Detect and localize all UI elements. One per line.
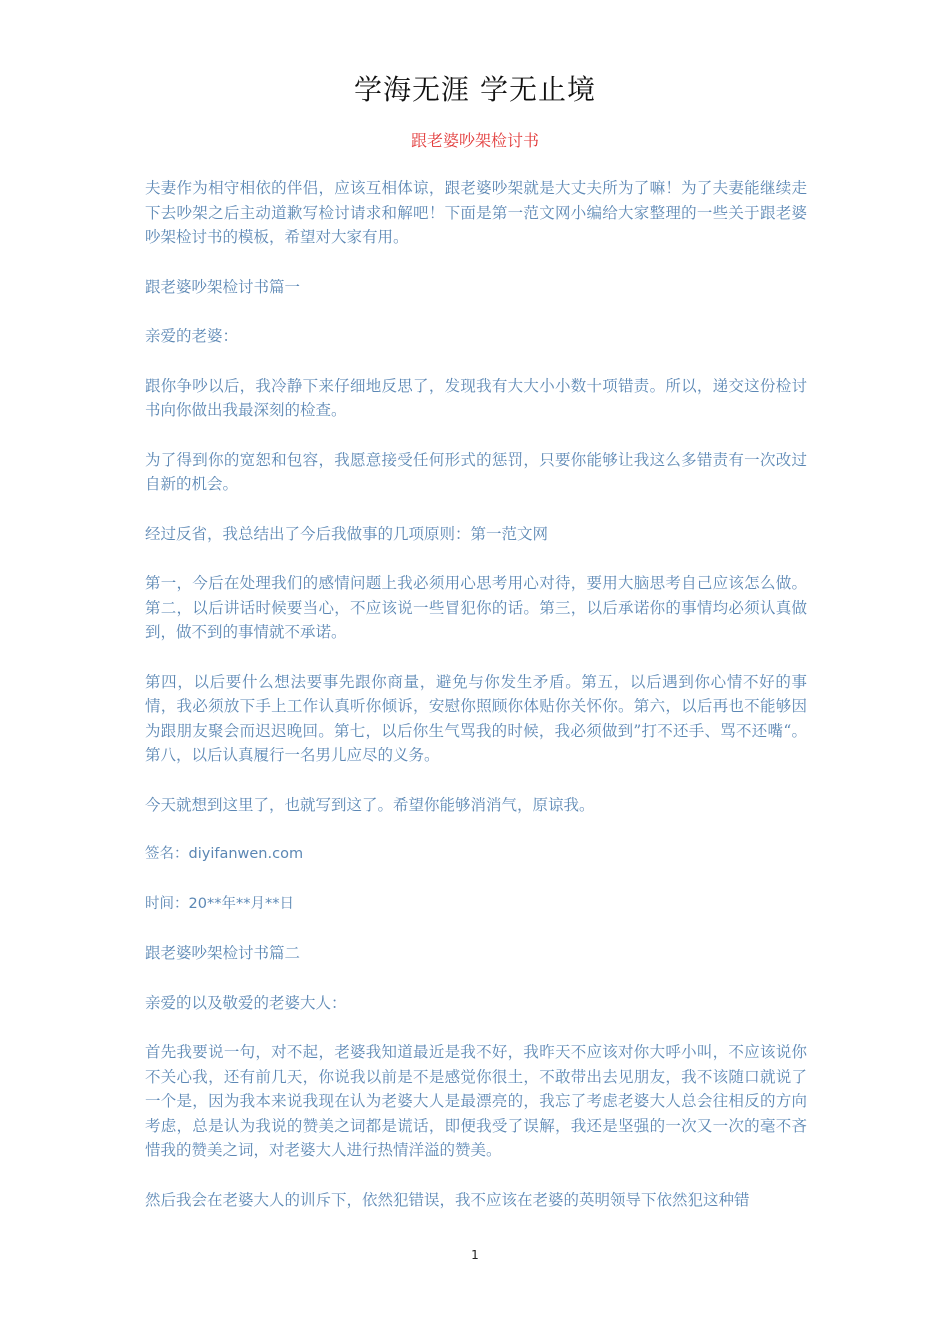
body-paragraph: 然后我会在老婆大人的训斥下，依然犯错误，我不应该在老婆的英明领导下依然犯这种错 — [145, 1190, 750, 1209]
page-number: 1 — [471, 1248, 479, 1262]
intro-paragraph: 夫妻作为相守相依的伴侣，应该互相体谅，跟老婆吵架就是大丈夫所为了嘛！为了夫妻能继续走下去吵架之后主动道歉写检讨请求和解吧！下面是第一范文网小编给大家整理的一些关于跟老婆吵架检讨书的模板，希望对大家有用。 — [145, 179, 807, 246]
salutation-1: 亲爱的老婆： — [145, 327, 239, 345]
section-heading-2: 跟老婆吵架检讨书篇二 — [145, 944, 301, 962]
section-heading-1: 跟老婆吵架检讨书篇一 — [145, 277, 301, 296]
document-body — [145, 176, 807, 1237]
body-paragraph: 为了得到你的宽恕和包容，我愿意接受任何形式的惩罚，只要你能够让我这么多错责有一次改过自新的机会。 — [145, 450, 807, 493]
header-title: 学海无涯 学无止境 — [354, 73, 596, 106]
date-line: 时间：20**年**月**日 — [145, 895, 294, 912]
salutation-2: 亲爱的以及敬爱的老婆大人： — [145, 993, 347, 1012]
body-paragraph: 今天就想到这里了，也就写到这了。希望你能够消消气，原谅我。 — [145, 795, 595, 814]
document-title: 跟老婆吵架检讨书 — [410, 131, 539, 150]
body-paragraph: 第四，以后要什么想法要事先跟你商量，避免与你发生矛盾。第五，以后遇到你心情不好的事情，我必须放下手上工作认真听你倾诉，安慰你照顾你体贴你关怀你。第六，以后再也不能够因为跟朋友聚会而迟迟晚回。第七，以后你生气骂我的时候，我必须做到”打不还手、骂不还嘴“。第八，以后认真履行一名男儿应尽的义务。 — [145, 672, 807, 764]
body-paragraph: 首先我要说一句，对不起，老婆我知道最近是我不好，我昨天不应该对你大呼小叫，不应该说你不关心我，还有前几天，你说我以前是不是感觉你很土，不敢带出去见朋友，我不该随口就说了一个是，因为我本来说我现在认为老婆大人是最漂亮的，我忘了考虑老婆大人总会往相反的方向考虑，总是认为我说的赞美之词都是谎话，即便我受了误解，我还是坚强的一次又一次的毫不吝惜我的赞美之词，对老婆大人进行热情洋溢的赞美。 — [145, 1043, 807, 1159]
body-paragraph: 经过反省，我总结出了今后我做事的几项原则：第一范文网 — [145, 524, 549, 543]
signature-line: 签名：diyifanwen.com — [145, 846, 304, 862]
body-paragraph: 跟你争吵以后，我冷静下来仔细地反思了，发现我有大大小小数十项错责。所以，递交这份检讨书向你做出我最深刻的检查。 — [145, 376, 807, 419]
body-paragraph: 第一，今后在处理我们的感情问题上我必须用心思考用心对待，要用大脑思考自己应该怎么做。第二，以后讲话时候要当心，不应该说一些冒犯你的话。第三，以后承诺你的事情均必须认真做到，做不到的事情就不承诺。 — [145, 574, 807, 641]
